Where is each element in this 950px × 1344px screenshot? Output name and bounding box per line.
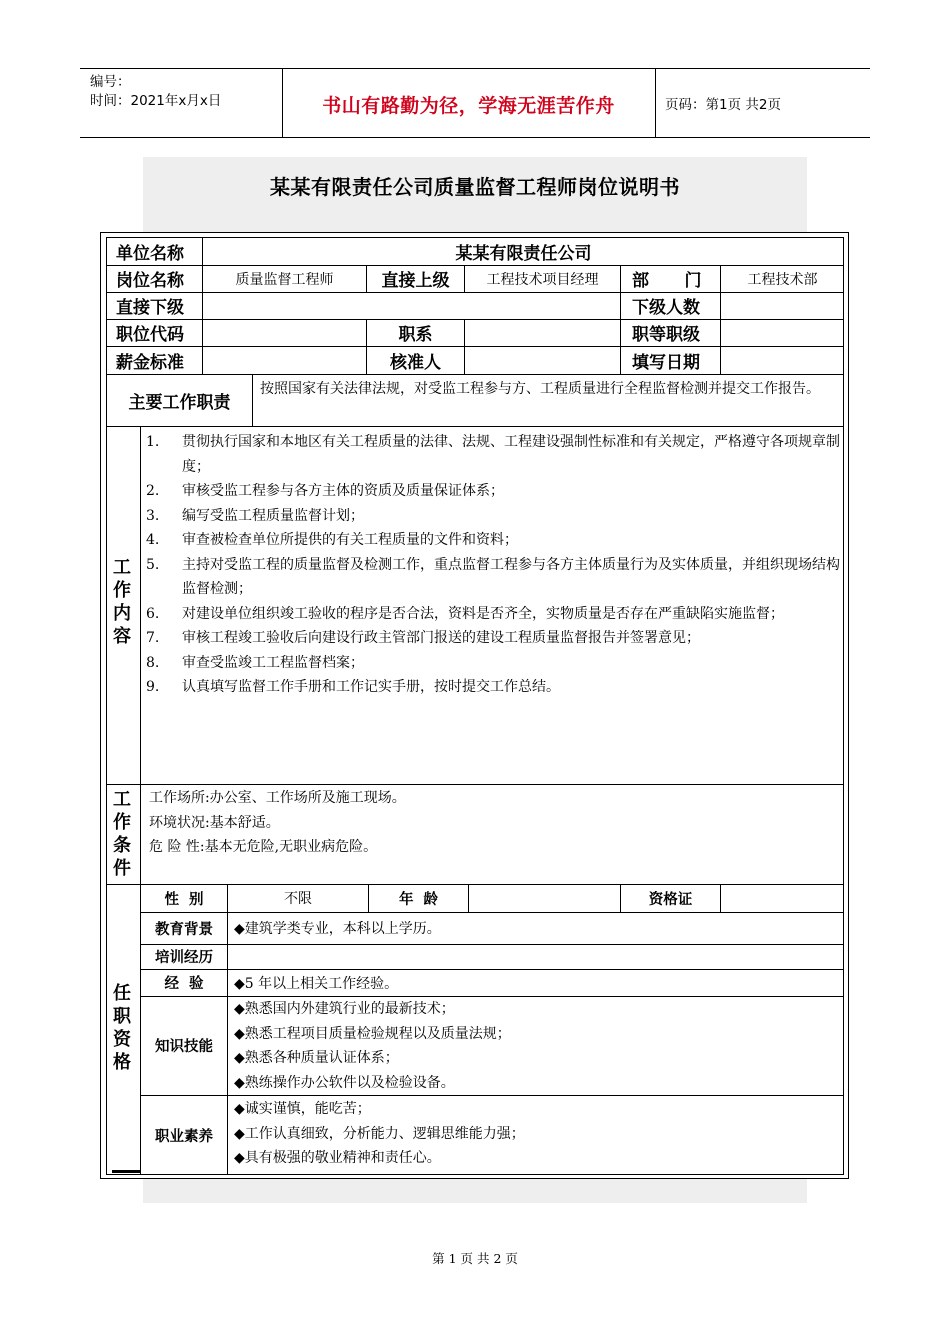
condition-line: 环境状况:基本舒适。	[149, 814, 280, 831]
duty-text: 审查受监竣工工程监督档案；	[182, 654, 364, 671]
col-line	[464, 319, 465, 374]
row-line	[106, 426, 844, 427]
header-meta	[90, 73, 221, 111]
duty-number: 7.	[146, 630, 160, 646]
time-label: 时间：2021年x月x日	[90, 93, 222, 109]
unit-name-value: 某某有限责任公司	[455, 243, 592, 264]
duty-number: 9.	[146, 679, 160, 695]
superior-value: 工程技术项目经理	[486, 271, 599, 288]
duty-item	[146, 675, 840, 700]
fill-date-label: 填写日期	[632, 352, 700, 373]
main-duty-text: 按照国家有关法律法规，对受监工程参与方、工程质量进行全程监督检测并提交工作报告。	[260, 381, 820, 397]
series-label: 职系	[398, 325, 433, 345]
col-line	[468, 884, 469, 912]
document-header	[80, 68, 870, 138]
duty-item	[146, 553, 840, 602]
col-line	[620, 319, 621, 374]
col-line	[252, 374, 253, 426]
duty-item	[146, 651, 840, 676]
skill-item: ◆熟悉国内外建筑行业的最新技术；	[234, 1001, 455, 1017]
duty-text: 审核工程竣工验收后向建设行政主管部门报送的建设工程质量监督报告并签署意见；	[182, 630, 700, 646]
post-name-value: 质量监督工程师	[235, 271, 334, 288]
quality-item: ◆工作认真细致，分析能力、逻辑思维能力强；	[234, 1125, 525, 1142]
duty-number: 6.	[146, 605, 160, 622]
skills-label: 知识技能	[155, 1038, 213, 1055]
approver-label: 核准人	[390, 352, 441, 373]
condition-line: 工作场所:办公室、工作场所及施工现场。	[149, 790, 406, 806]
duty-item	[146, 528, 840, 553]
page-footer: 第 1 页 共 2 页	[432, 1251, 518, 1266]
duty-number: 4.	[146, 532, 160, 548]
department-label: 部 门	[632, 271, 702, 291]
work-conditions-label-text: 工作条件	[113, 789, 131, 879]
grade-label: 职等职级	[632, 325, 700, 345]
qualifications-label	[107, 982, 137, 1074]
duty-number: 2.	[146, 483, 160, 499]
work-content-label	[107, 556, 137, 648]
row-line	[140, 1095, 844, 1096]
code-label: 编号：	[90, 74, 131, 90]
age-label: 年 龄	[398, 890, 439, 908]
duty-number: 1.	[146, 434, 160, 450]
qualifications-label-text: 任职资格	[113, 983, 131, 1073]
post-code-label: 职位代码	[116, 325, 184, 345]
subordinate-label: 直接下级	[116, 298, 184, 318]
department-value: 工程技术部	[747, 271, 818, 288]
row-line	[106, 346, 844, 347]
motto: 书山有路勤为径，学海无涯苦作舟	[322, 95, 615, 117]
duty-text: 贯彻执行国家和本地区有关工程质量的法律、法规、工程建设强制性标准和有关规定，严格遵守各项规章制度；	[182, 434, 840, 475]
duty-item	[146, 430, 840, 479]
page-label: 页码：第1页 共2页	[665, 97, 781, 113]
salary-label: 薪金标准	[116, 352, 184, 373]
quality-list	[234, 1097, 834, 1171]
education-label: 教育背景	[155, 920, 213, 938]
skills-list	[234, 997, 834, 1095]
duty-number: 8.	[146, 654, 160, 671]
work-conditions-label	[107, 788, 137, 880]
skill-item: ◆熟悉工程项目质量检验规程以及质量法规；	[234, 1025, 511, 1042]
skill-item: ◆熟练操作办公软件以及检验设备。	[234, 1074, 455, 1091]
main-duty-label: 主要工作职责	[128, 393, 231, 413]
col-line	[620, 292, 621, 319]
duty-item	[146, 626, 840, 651]
unit-name-label: 单位名称	[116, 243, 184, 264]
col-line	[227, 884, 228, 1175]
col-line	[720, 319, 721, 374]
col-line	[720, 884, 721, 912]
duty-item	[146, 602, 840, 627]
gender-label: 性 别	[164, 890, 204, 908]
quality-item: ◆诚实谨慎，能吃苦；	[234, 1101, 371, 1117]
conditions-list	[149, 786, 839, 860]
duty-item	[146, 479, 840, 504]
duty-text: 审查被检查单位所提供的有关工程质量的文件和资料；	[182, 532, 518, 548]
education-value: ◆建筑学类专业，本科以上学历。	[234, 921, 441, 937]
row-line	[106, 784, 844, 785]
row-line	[112, 1170, 140, 1173]
duty-text: 主持对受监工程的质量监督及检测工作，重点监督工程参与各方主体质量行为及实体质量，并组织现场结构监督检测；	[182, 556, 840, 597]
post-name-label: 岗位名称	[116, 271, 184, 291]
certificate-label: 资格证	[648, 890, 693, 908]
row-line	[140, 944, 844, 945]
duty-list	[146, 430, 840, 700]
header-divider	[655, 69, 656, 137]
experience-label: 经 验	[164, 975, 204, 992]
duty-text: 编写受监工程质量监督计划；	[182, 507, 364, 524]
professional-quality-label: 职业素养	[155, 1127, 213, 1145]
duty-number: 3.	[146, 507, 160, 524]
gender-value: 不限	[284, 891, 312, 907]
row-line	[106, 319, 844, 320]
quality-item: ◆具有极强的敬业精神和责任心。	[234, 1150, 441, 1166]
subordinate-count-label: 下级人数	[632, 298, 700, 318]
duty-item	[146, 504, 840, 529]
col-line	[720, 292, 721, 319]
condition-line: 危 险 性:基本无危险,无职业病危险。	[149, 839, 378, 855]
experience-value: ◆5 年以上相关工作经验。	[234, 975, 399, 992]
duty-text: 审核受监工程参与各方主体的资质及质量保证体系；	[182, 483, 504, 499]
superior-label: 直接上级	[381, 271, 450, 291]
training-label: 培训经历	[155, 949, 213, 966]
skill-item: ◆熟悉各种质量认证体系；	[234, 1050, 399, 1066]
duty-text: 对建设单位组织竣工验收的程序是否合法，资料是否齐全，实物质量是否存在严重缺陷实施监督；	[182, 605, 784, 622]
document-title: 某某有限责任公司质量监督工程师岗位说明书	[270, 175, 680, 199]
work-content-label-text: 工作内容	[113, 557, 131, 647]
row-line	[106, 292, 844, 293]
col-line	[620, 265, 621, 292]
duty-text: 认真填写监督工作手册和工作记实手册，按时提交工作总结。	[182, 679, 560, 695]
duty-number: 5.	[146, 556, 160, 573]
